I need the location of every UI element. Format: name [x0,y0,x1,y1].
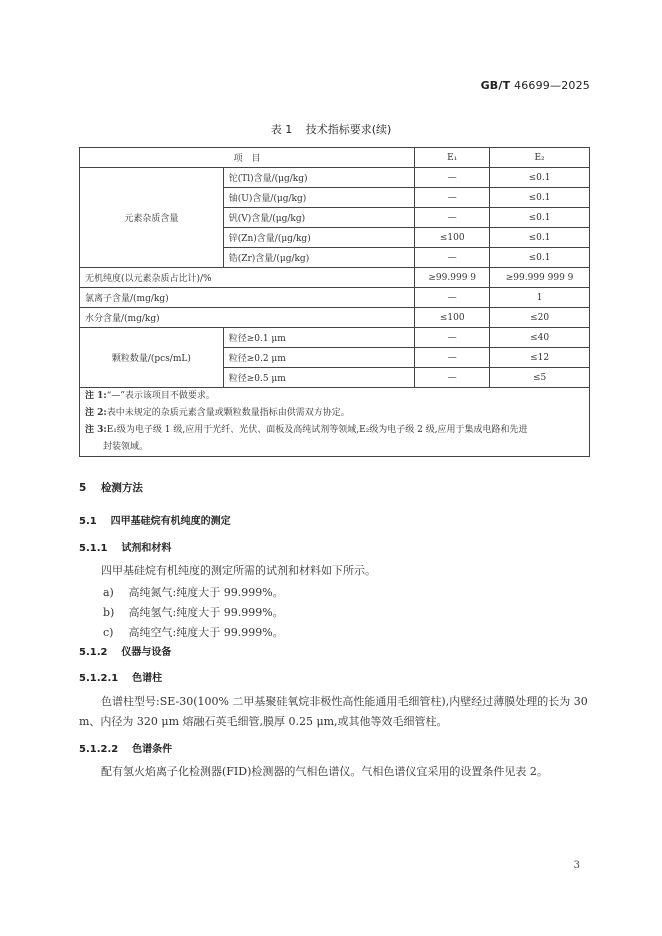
table-notes-row [80,388,590,457]
note-2-text: 表中未规定的杂质元素含量或颗粒数量指标由供需双方协定。 [106,408,350,418]
row-e2: ≤0.1 [490,228,590,248]
section-5-1-1-number: 5.1.1 [79,543,108,554]
table-caption [0,121,662,137]
list-item-text: 高纯空气:纯度大于 99.999%。 [128,626,284,639]
section-5-1-2-1-title: 色谱柱 [132,673,163,684]
row-e1: — [415,168,490,188]
table-row [80,308,590,328]
section-5-1-2-2-text: 配有氢火焰离子化检测器(FID)检测器的气相色谱仪。气相色谱仪宜采用的设置条件见表 2。 [101,765,548,778]
row-e2: ≤5 [490,368,590,388]
table-caption-number: 表 1 [270,123,293,136]
list-item-label: a) [103,586,114,599]
section-5-1-2-heading [79,643,171,658]
row-name: 锌(Zn)含量/(μg/kg) [223,228,415,248]
list-item-label: c) [103,626,114,639]
list-item [103,584,284,600]
list-item [103,624,284,640]
note-1-text: “—”表示该项目不做要求。 [106,391,215,401]
row-e1: ≥99.999 9 [415,268,490,288]
section-5-1-2-1-text: 色谱柱型号:SE-30(100% 二甲基聚硅氧烷非极性高性能通用毛细管柱),内壁经过薄膜处理的长为 30 m、内径为 320 μm 熔融石英毛细管,膜厚 0.25 μm,或其他等效毛细管柱。 [79,695,588,728]
header-item: 项 目 [80,148,415,168]
note-3-label: 注 3: [85,425,107,435]
section-5-1-2-number: 5.1.2 [79,647,108,658]
technical-spec-table [79,147,590,457]
row-name: 锆(Zr)含量/(μg/kg) [223,248,415,268]
row-e2: ≥99.999 999 9 [490,268,590,288]
row-e1: — [415,348,490,368]
list-item-label: b) [103,606,115,619]
note-3-text: E₁级为电子级 1 级,应用于光纤、光伏、面板及高纯试剂等领域,E₂级为电子级 2 级,应用于集成电路和先进 [106,425,528,435]
section-5-1-2-1-number: 5.1.2.1 [79,673,119,684]
note-1-label: 注 1: [85,391,107,401]
header-e1: E₁ [415,148,490,168]
row-name: 铀(U)含量/(μg/kg) [223,188,415,208]
section-5-1-2-title: 仪器与设备 [121,647,172,658]
row-e1: — [415,368,490,388]
row-e2: ≤40 [490,328,590,348]
row-e2: ≤0.1 [490,188,590,208]
row-name: 水分含量/(mg/kg) [80,308,415,328]
section-5-1-1-title: 试剂和材料 [121,543,172,554]
row-name: 无机纯度(以元素杂质占比计)/% [80,268,415,288]
row-e2: ≤12 [490,348,590,368]
table-row [80,268,590,288]
note-1 [85,388,584,405]
row-e1: — [415,328,490,348]
section-5-1-2-2-number: 5.1.2.2 [79,744,119,755]
note-2-label: 注 2: [85,408,107,418]
section-5-1-number: 5.1 [79,516,97,527]
section-5-1-heading [79,512,231,527]
row-e2: ≤0.1 [490,248,590,268]
row-e1: — [415,248,490,268]
row-name: 粒径≥0.2 μm [223,348,415,368]
standard-number: 46699—2025 [514,79,590,92]
header-e2: E₂ [490,148,590,168]
row-e2: ≤20 [490,308,590,328]
row-e1: — [415,288,490,308]
table-row [80,328,590,348]
row-name: 粒径≥0.1 μm [223,328,415,348]
row-e2: ≤0.1 [490,208,590,228]
group-particles-label: 颗粒数量/(pcs/mL) [80,328,224,388]
section-5-1-1-heading [79,539,171,554]
row-name: 粒径≥0.5 μm [223,368,415,388]
list-item-text: 高纯氮气:纯度大于 99.999%。 [128,586,284,599]
row-name: 氯离子含量/(mg/kg) [80,288,415,308]
row-name: 钒(V)含量/(μg/kg) [223,208,415,228]
section-5-1-title: 四甲基硅烷有机纯度的测定 [110,516,231,527]
row-e2: 1 [490,288,590,308]
table-caption-text: 技术指标要求(续) [305,123,392,136]
section-5-number: 5 [79,482,87,494]
section-5-1-2-2-heading [79,740,172,755]
row-name: 铊(Tl)含量/(μg/kg) [223,168,415,188]
table-row [80,168,590,188]
list-item [103,604,284,620]
row-e1: ≤100 [415,308,490,328]
table-header-row [80,148,590,168]
section-5-1-2-1-heading [79,669,162,684]
group-impurity-label: 元素杂质含量 [80,168,224,268]
page-number: 3 [573,860,580,871]
standard-code [481,79,590,92]
note-3 [85,422,584,439]
standard-prefix: GB/T [480,79,511,92]
section-5-heading [79,480,143,495]
row-e1: — [415,208,490,228]
note-3-continued: 封装领域。 [103,442,149,452]
list-item-text: 高纯氢气:纯度大于 99.999%。 [128,606,284,619]
section-5-title: 检测方法 [100,482,143,494]
row-e1: — [415,188,490,208]
section-5-1-2-2-title: 色谱条件 [132,744,173,755]
note-2 [85,405,584,422]
row-e2: ≤0.1 [490,168,590,188]
section-5-1-1-intro: 四甲基硅烷有机纯度的测定所需的试剂和材料如下所示。 [101,564,376,577]
table-row [80,288,590,308]
row-e1: ≤100 [415,228,490,248]
table-notes [80,388,590,457]
